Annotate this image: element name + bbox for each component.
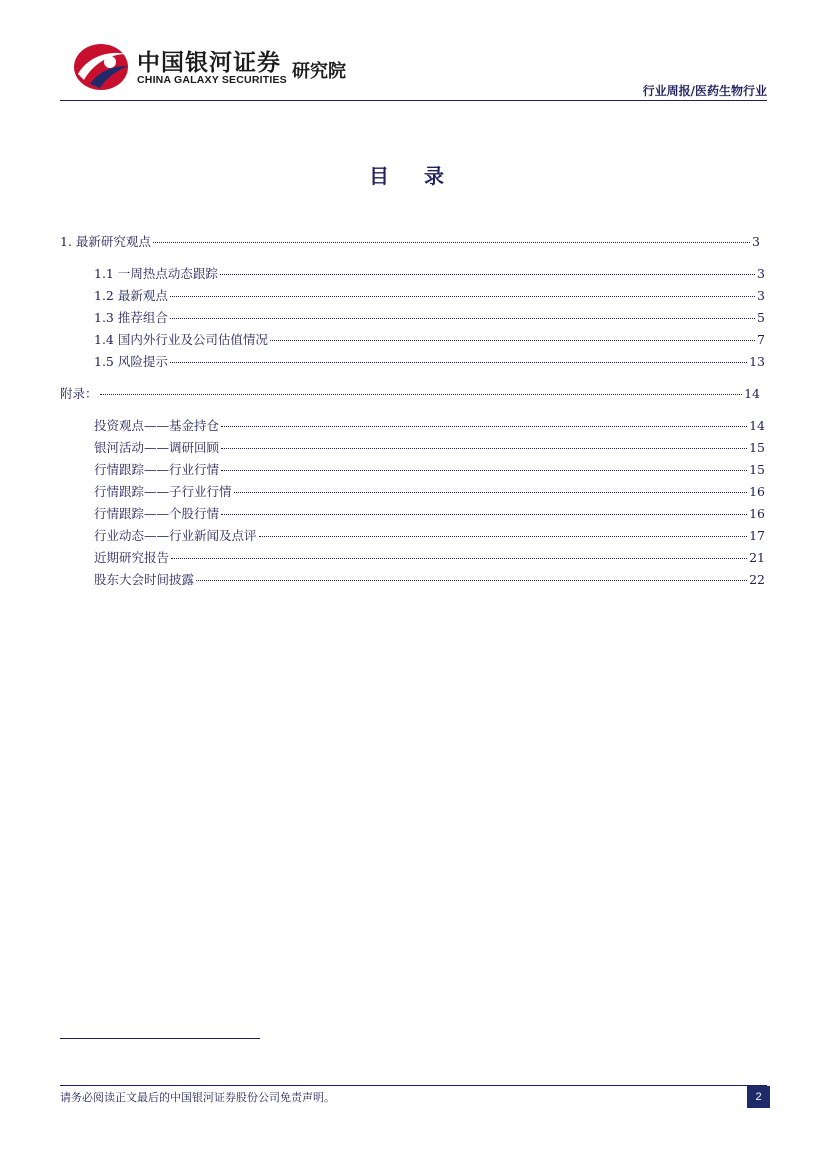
page-number: 2 xyxy=(747,1086,770,1108)
toc-entry-label: 1.3 推荐组合 xyxy=(94,310,168,325)
toc-entry[interactable] xyxy=(94,286,765,304)
toc-entry-page: 21 xyxy=(749,550,765,565)
toc-entry-page: 16 xyxy=(749,484,765,499)
toc-entry-label: 行情跟踪——个股行情 xyxy=(94,506,220,521)
toc-entry-label: 1.2 最新观点 xyxy=(94,288,168,303)
toc-leader-dots xyxy=(196,580,747,581)
toc-entry-label: 行情跟踪——子行业行情 xyxy=(94,484,232,499)
toc-entry[interactable] xyxy=(60,384,760,402)
toc-entry-page: 3 xyxy=(757,266,765,281)
toc-leader-dots xyxy=(221,426,747,427)
toc-leader-dots xyxy=(221,448,747,449)
toc-entry[interactable] xyxy=(94,352,765,370)
toc-entry[interactable] xyxy=(94,548,765,566)
toc-leader-dots xyxy=(221,514,747,515)
toc-entry[interactable] xyxy=(60,232,760,250)
toc-entry-page: 16 xyxy=(749,506,765,521)
toc-leader-dots xyxy=(170,362,747,363)
brand-institute: 研究院 xyxy=(292,61,346,82)
toc-entry[interactable] xyxy=(94,264,765,282)
brand-name-cn: 中国银河证券 xyxy=(137,50,281,76)
toc-title: 目 录 xyxy=(369,164,458,188)
toc-entry[interactable] xyxy=(94,308,765,326)
toc-entry-page: 3 xyxy=(757,288,765,303)
toc-entry-page: 3 xyxy=(752,234,760,249)
toc-entry[interactable] xyxy=(94,460,765,478)
report-category: 行业周报/医药生物行业 xyxy=(642,84,767,98)
toc-entry-label: 1.1 一周热点动态跟踪 xyxy=(94,266,218,281)
toc-leader-dots xyxy=(100,394,743,395)
toc-entry-label: 附录： xyxy=(60,386,98,401)
toc-entry-page: 15 xyxy=(749,462,765,477)
toc-entry-page: 14 xyxy=(744,386,760,401)
toc-entry[interactable] xyxy=(94,482,765,500)
toc-entry-label: 行情跟踪——行业行情 xyxy=(94,462,220,477)
toc-entry[interactable] xyxy=(94,504,765,522)
toc-entry[interactable] xyxy=(94,438,765,456)
toc-entry-label: 投资观点——基金持仓 xyxy=(94,418,220,433)
footer-disclaimer: 请务必阅读正文最后的中国银河证券股份公司免责声明。 xyxy=(60,1091,335,1104)
toc-leader-dots xyxy=(170,318,755,319)
brand-name-en: CHINA GALAXY SECURITIES xyxy=(137,74,287,86)
toc-entry-page: 14 xyxy=(749,418,765,433)
toc-entry-label: 近期研究报告 xyxy=(94,550,170,565)
header-divider xyxy=(60,100,767,101)
toc-entry-page: 17 xyxy=(749,528,765,543)
toc-entry-page: 15 xyxy=(749,440,765,455)
toc-entry-label: 股东大会时间披露 xyxy=(94,572,195,587)
toc-entry-label: 行业动态——行业新闻及点评 xyxy=(94,528,257,543)
toc-entry-page: 22 xyxy=(749,572,765,587)
toc-leader-dots xyxy=(270,340,755,341)
toc-entry-label: 银河活动——调研回顾 xyxy=(94,440,220,455)
galaxy-logo-icon xyxy=(70,40,130,92)
toc-leader-dots xyxy=(221,470,747,471)
toc-entry-page: 13 xyxy=(749,354,765,369)
toc-entry[interactable] xyxy=(94,526,765,544)
toc-entry[interactable] xyxy=(94,416,765,434)
toc-leader-dots xyxy=(220,274,755,275)
toc-entry[interactable] xyxy=(94,570,765,588)
toc-entry-label: 1.5 风险提示 xyxy=(94,354,168,369)
footer-divider xyxy=(60,1085,767,1086)
toc-leader-dots xyxy=(259,536,748,537)
toc-entry-label: 1. 最新研究观点 xyxy=(60,234,151,249)
toc-leader-dots xyxy=(234,492,748,493)
toc-leader-dots xyxy=(171,558,747,559)
toc-leader-dots xyxy=(153,242,750,243)
toc-entry-label: 1.4 国内外行业及公司估值情况 xyxy=(94,332,268,347)
toc-leader-dots xyxy=(170,296,755,297)
toc-entry-page: 7 xyxy=(757,332,765,347)
footnote-divider xyxy=(60,1038,260,1039)
toc-entry-page: 5 xyxy=(757,310,765,325)
toc-entry[interactable] xyxy=(94,330,765,348)
